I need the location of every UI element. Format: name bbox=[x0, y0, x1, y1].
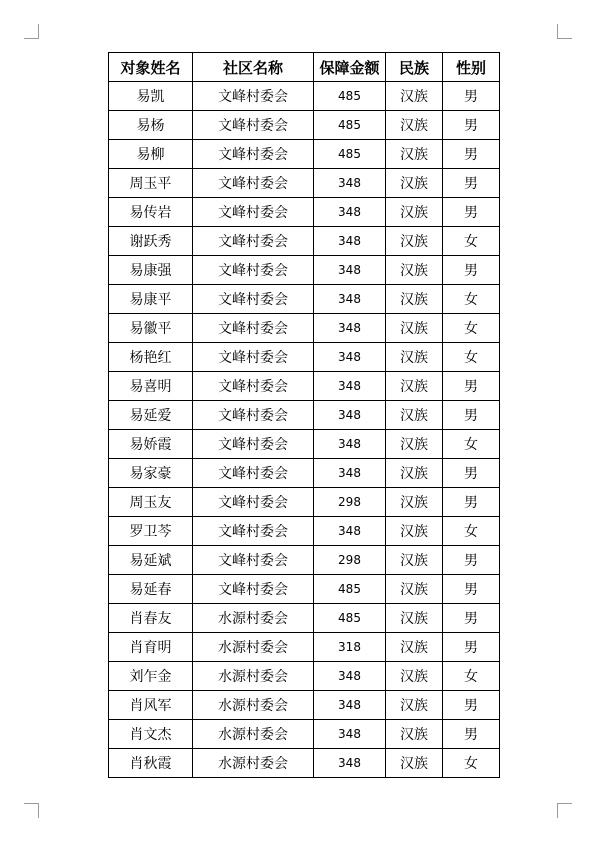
community-cell: 文峰村委会 bbox=[193, 169, 314, 198]
table-row bbox=[109, 111, 500, 140]
amount-cell: 485 bbox=[314, 140, 386, 169]
gender-cell: 男 bbox=[443, 459, 500, 488]
table-row bbox=[109, 546, 500, 575]
community-cell: 文峰村委会 bbox=[193, 82, 314, 111]
amount-cell: 348 bbox=[314, 459, 386, 488]
community-cell: 文峰村委会 bbox=[193, 575, 314, 604]
amount-cell: 485 bbox=[314, 111, 386, 140]
community-cell: 文峰村委会 bbox=[193, 401, 314, 430]
gender-cell: 男 bbox=[443, 575, 500, 604]
gender-cell: 女 bbox=[443, 343, 500, 372]
name-cell: 易喜明 bbox=[109, 372, 193, 401]
gender-cell: 男 bbox=[443, 169, 500, 198]
name-cell: 易杨 bbox=[109, 111, 193, 140]
page-corner-mark bbox=[24, 24, 39, 39]
amount-cell: 348 bbox=[314, 285, 386, 314]
gender-cell: 女 bbox=[443, 517, 500, 546]
community-cell: 水源村委会 bbox=[193, 633, 314, 662]
community-cell: 文峰村委会 bbox=[193, 546, 314, 575]
name-cell: 周玉平 bbox=[109, 169, 193, 198]
gender-cell: 男 bbox=[443, 372, 500, 401]
amount-cell: 348 bbox=[314, 372, 386, 401]
ethnicity-cell: 汉族 bbox=[386, 227, 443, 256]
gender-cell: 男 bbox=[443, 633, 500, 662]
community-cell: 文峰村委会 bbox=[193, 372, 314, 401]
table-row bbox=[109, 662, 500, 691]
ethnicity-cell: 汉族 bbox=[386, 343, 443, 372]
community-cell: 水源村委会 bbox=[193, 691, 314, 720]
table-row bbox=[109, 198, 500, 227]
community-cell: 水源村委会 bbox=[193, 662, 314, 691]
gender-cell: 女 bbox=[443, 227, 500, 256]
community-cell: 文峰村委会 bbox=[193, 140, 314, 169]
amount-cell: 348 bbox=[314, 720, 386, 749]
table-row bbox=[109, 459, 500, 488]
name-cell: 肖育明 bbox=[109, 633, 193, 662]
table-row bbox=[109, 633, 500, 662]
amount-cell: 348 bbox=[314, 256, 386, 285]
amount-cell: 348 bbox=[314, 401, 386, 430]
ethnicity-cell: 汉族 bbox=[386, 459, 443, 488]
ethnicity-cell: 汉族 bbox=[386, 198, 443, 227]
table-row bbox=[109, 604, 500, 633]
gender-cell: 男 bbox=[443, 488, 500, 517]
amount-cell: 348 bbox=[314, 662, 386, 691]
gender-cell: 女 bbox=[443, 749, 500, 778]
gender-cell: 男 bbox=[443, 604, 500, 633]
table-row bbox=[109, 488, 500, 517]
table-row bbox=[109, 372, 500, 401]
table-row bbox=[109, 82, 500, 111]
amount-cell: 348 bbox=[314, 198, 386, 227]
header-ethnicity: 民族 bbox=[386, 53, 443, 82]
gender-cell: 男 bbox=[443, 111, 500, 140]
table-row bbox=[109, 691, 500, 720]
table-row bbox=[109, 430, 500, 459]
name-cell: 易凯 bbox=[109, 82, 193, 111]
community-cell: 文峰村委会 bbox=[193, 256, 314, 285]
name-cell: 易康强 bbox=[109, 256, 193, 285]
name-cell: 易康平 bbox=[109, 285, 193, 314]
ethnicity-cell: 汉族 bbox=[386, 604, 443, 633]
table-row bbox=[109, 575, 500, 604]
community-cell: 文峰村委会 bbox=[193, 343, 314, 372]
ethnicity-cell: 汉族 bbox=[386, 372, 443, 401]
table-row bbox=[109, 285, 500, 314]
name-cell: 易传岩 bbox=[109, 198, 193, 227]
name-cell: 易柳 bbox=[109, 140, 193, 169]
name-cell: 易延斌 bbox=[109, 546, 193, 575]
community-cell: 文峰村委会 bbox=[193, 314, 314, 343]
community-cell: 文峰村委会 bbox=[193, 198, 314, 227]
table-row bbox=[109, 401, 500, 430]
ethnicity-cell: 汉族 bbox=[386, 314, 443, 343]
ethnicity-cell: 汉族 bbox=[386, 575, 443, 604]
ethnicity-cell: 汉族 bbox=[386, 720, 443, 749]
ethnicity-cell: 汉族 bbox=[386, 401, 443, 430]
table-header-row bbox=[109, 53, 500, 82]
community-cell: 文峰村委会 bbox=[193, 227, 314, 256]
community-cell: 水源村委会 bbox=[193, 720, 314, 749]
ethnicity-cell: 汉族 bbox=[386, 517, 443, 546]
community-cell: 文峰村委会 bbox=[193, 430, 314, 459]
community-cell: 文峰村委会 bbox=[193, 517, 314, 546]
page-corner-mark bbox=[557, 24, 572, 39]
amount-cell: 318 bbox=[314, 633, 386, 662]
amount-cell: 348 bbox=[314, 227, 386, 256]
gender-cell: 男 bbox=[443, 720, 500, 749]
amount-cell: 348 bbox=[314, 314, 386, 343]
name-cell: 杨艳红 bbox=[109, 343, 193, 372]
header-gender: 性别 bbox=[443, 53, 500, 82]
header-community: 社区名称 bbox=[193, 53, 314, 82]
name-cell: 易延春 bbox=[109, 575, 193, 604]
name-cell: 罗卫芩 bbox=[109, 517, 193, 546]
amount-cell: 348 bbox=[314, 749, 386, 778]
ethnicity-cell: 汉族 bbox=[386, 633, 443, 662]
gender-cell: 女 bbox=[443, 314, 500, 343]
gender-cell: 男 bbox=[443, 82, 500, 111]
name-cell: 周玉友 bbox=[109, 488, 193, 517]
name-cell: 肖秋霞 bbox=[109, 749, 193, 778]
ethnicity-cell: 汉族 bbox=[386, 749, 443, 778]
ethnicity-cell: 汉族 bbox=[386, 430, 443, 459]
ethnicity-cell: 汉族 bbox=[386, 111, 443, 140]
table-row bbox=[109, 140, 500, 169]
gender-cell: 男 bbox=[443, 546, 500, 575]
community-cell: 文峰村委会 bbox=[193, 111, 314, 140]
ethnicity-cell: 汉族 bbox=[386, 488, 443, 517]
name-cell: 肖文杰 bbox=[109, 720, 193, 749]
ethnicity-cell: 汉族 bbox=[386, 169, 443, 198]
ethnicity-cell: 汉族 bbox=[386, 691, 443, 720]
amount-cell: 298 bbox=[314, 546, 386, 575]
table-body bbox=[109, 82, 500, 778]
page-corner-mark bbox=[24, 803, 39, 818]
amount-cell: 348 bbox=[314, 691, 386, 720]
name-cell: 易娇霞 bbox=[109, 430, 193, 459]
gender-cell: 男 bbox=[443, 401, 500, 430]
ethnicity-cell: 汉族 bbox=[386, 546, 443, 575]
amount-cell: 298 bbox=[314, 488, 386, 517]
table-row bbox=[109, 314, 500, 343]
header-amount: 保障金额 bbox=[314, 53, 386, 82]
gender-cell: 男 bbox=[443, 198, 500, 227]
page-corner-mark bbox=[557, 803, 572, 818]
amount-cell: 348 bbox=[314, 517, 386, 546]
gender-cell: 男 bbox=[443, 140, 500, 169]
amount-cell: 485 bbox=[314, 604, 386, 633]
name-cell: 易家豪 bbox=[109, 459, 193, 488]
name-cell: 谢跃秀 bbox=[109, 227, 193, 256]
name-cell: 刘乍金 bbox=[109, 662, 193, 691]
amount-cell: 348 bbox=[314, 343, 386, 372]
amount-cell: 348 bbox=[314, 430, 386, 459]
amount-cell: 485 bbox=[314, 82, 386, 111]
table-row bbox=[109, 343, 500, 372]
community-cell: 文峰村委会 bbox=[193, 488, 314, 517]
name-cell: 肖春友 bbox=[109, 604, 193, 633]
name-cell: 易徽平 bbox=[109, 314, 193, 343]
beneficiary-table bbox=[108, 52, 500, 778]
ethnicity-cell: 汉族 bbox=[386, 662, 443, 691]
table-row bbox=[109, 227, 500, 256]
table-row bbox=[109, 256, 500, 285]
gender-cell: 女 bbox=[443, 430, 500, 459]
ethnicity-cell: 汉族 bbox=[386, 256, 443, 285]
amount-cell: 485 bbox=[314, 575, 386, 604]
gender-cell: 男 bbox=[443, 691, 500, 720]
table-row bbox=[109, 749, 500, 778]
table-row bbox=[109, 720, 500, 749]
ethnicity-cell: 汉族 bbox=[386, 82, 443, 111]
name-cell: 肖风军 bbox=[109, 691, 193, 720]
community-cell: 水源村委会 bbox=[193, 749, 314, 778]
community-cell: 水源村委会 bbox=[193, 604, 314, 633]
ethnicity-cell: 汉族 bbox=[386, 140, 443, 169]
header-name: 对象姓名 bbox=[109, 53, 193, 82]
gender-cell: 女 bbox=[443, 285, 500, 314]
ethnicity-cell: 汉族 bbox=[386, 285, 443, 314]
table-row bbox=[109, 169, 500, 198]
amount-cell: 348 bbox=[314, 169, 386, 198]
community-cell: 文峰村委会 bbox=[193, 459, 314, 488]
community-cell: 文峰村委会 bbox=[193, 285, 314, 314]
gender-cell: 男 bbox=[443, 256, 500, 285]
name-cell: 易延爱 bbox=[109, 401, 193, 430]
table-row bbox=[109, 517, 500, 546]
gender-cell: 女 bbox=[443, 662, 500, 691]
